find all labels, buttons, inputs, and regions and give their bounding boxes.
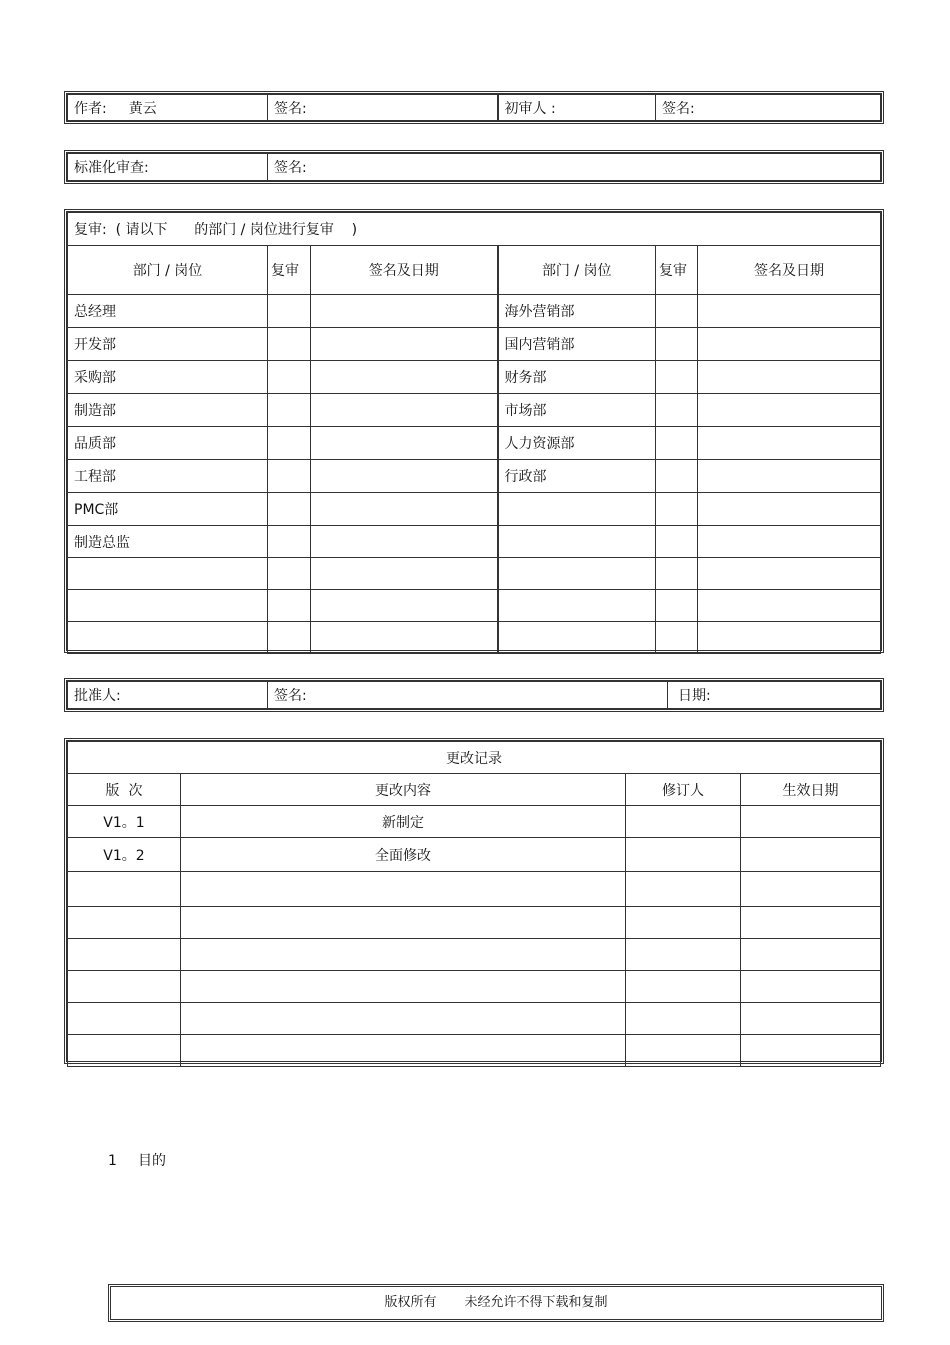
review-signdate-right [698,460,881,493]
review-check-left [268,394,311,427]
review-signdate-left [311,558,498,590]
change-header-content: 更改内容 [181,774,626,806]
change-header-date: 生效日期 [741,774,881,806]
review-check-right [656,558,698,590]
change-date-cell [741,939,881,971]
change-reviser-cell [626,838,741,872]
approver-sign-cell [268,682,668,709]
review-dept-right: 国内营销部 [498,328,656,361]
review-signdate-right [698,328,881,361]
review-signdate-left [311,328,498,361]
change-row [68,971,881,1003]
review-signdate-left [311,526,498,558]
review-signdate-left [311,361,498,394]
approver-sign-label: 签名: [274,688,307,704]
review-header-review-right: 复审 [656,246,698,295]
change-reviser-cell [626,907,741,939]
change-content-cell [181,971,626,1003]
review-dept-right: 行政部 [498,460,656,493]
standardization-sign-label: 签名: [274,160,307,176]
footer-copyright: 版权所有 [384,1295,437,1310]
change-header-version: 版 次 [68,774,181,806]
review-signdate-left [311,460,498,493]
change-date-cell [741,971,881,1003]
author-label: 作者: [74,100,107,117]
section-number: 1 [108,1153,117,1169]
change-date-cell [741,838,881,872]
first-reviewer-label: 初审人 : [504,100,556,117]
author-sign-cell [268,95,498,121]
change-row [68,907,881,939]
section-heading [108,1150,166,1170]
change-row [68,1003,881,1035]
review-signdate-right [698,590,881,622]
change-reviser-cell [626,939,741,971]
change-version-cell: V1。2 [68,838,181,872]
first-reviewer-cell [498,95,656,121]
author-sign-label: 签名: [274,100,307,117]
review-signdate-right [698,427,881,460]
change-row [68,939,881,971]
change-header-reviser: 修订人 [626,774,741,806]
review-signdate-left [311,427,498,460]
review-check-left [268,590,311,622]
review-signdate-right [698,295,881,328]
approval-date-label: 日期: [678,688,711,704]
review-header-signdate-right: 签名及日期 [698,246,881,295]
copyright-footer [108,1284,884,1322]
review-check-right [656,622,698,654]
change-row [68,838,881,872]
section-title: 目的 [138,1153,166,1169]
change-row [68,1035,881,1067]
change-version-cell [68,939,181,971]
approval-box [64,678,884,712]
change-date-cell [741,806,881,838]
standardization-label-cell [68,154,268,181]
review-row [68,493,881,526]
review-dept-left: 采购部 [68,361,268,394]
review-signdate-right [698,394,881,427]
review-dept-left: 品质部 [68,427,268,460]
standardization-sign-cell [268,154,881,181]
change-content-cell [181,1035,626,1067]
review-check-left [268,460,311,493]
review-row [68,526,881,558]
review-row [68,328,881,361]
review-signdate-left [311,394,498,427]
review-check-right [656,590,698,622]
review-dept-right: 海外营销部 [498,295,656,328]
change-content-cell [181,939,626,971]
review-box [64,209,884,653]
review-signdate-left [311,622,498,654]
approver-cell [68,682,268,709]
review-dept-left [68,622,268,654]
change-version-cell [68,907,181,939]
change-reviser-cell [626,806,741,838]
review-signdate-right [698,526,881,558]
review-check-right [656,493,698,526]
change-version-cell [68,872,181,907]
review-header-signdate-left: 签名及日期 [311,246,498,295]
review-dept-right [498,493,656,526]
review-dept-left [68,590,268,622]
approval-date-cell [668,682,881,709]
change-version-cell [68,1003,181,1035]
review-dept-left: 开发部 [68,328,268,361]
change-content-cell: 全面修改 [181,838,626,872]
review-dept-left: 工程部 [68,460,268,493]
review-row [68,295,881,328]
review-check-right [656,328,698,361]
change-reviser-cell [626,971,741,1003]
review-check-left [268,493,311,526]
author-cell [68,95,268,121]
change-version-cell: V1。1 [68,806,181,838]
review-signdate-right [698,622,881,654]
review-signdate-right [698,361,881,394]
change-row [68,872,881,907]
review-header-dept-right: 部门 / 岗位 [498,246,656,295]
first-reviewer-sign-cell [656,95,881,121]
review-signdate-right [698,493,881,526]
footer-notice: 未经允许不得下载和复制 [464,1295,608,1310]
change-date-cell [741,872,881,907]
change-date-cell [741,1003,881,1035]
review-row [68,558,881,590]
review-signdate-left [311,590,498,622]
review-dept-right [498,590,656,622]
change-date-cell [741,1035,881,1067]
change-reviser-cell [626,872,741,907]
review-check-left [268,558,311,590]
change-version-cell [68,971,181,1003]
review-dept-left: 制造总监 [68,526,268,558]
standardization-box [64,150,884,184]
review-check-left [268,427,311,460]
review-check-right [656,361,698,394]
review-dept-right [498,622,656,654]
review-check-right [656,427,698,460]
change-content-cell [181,872,626,907]
review-dept-right: 人力资源部 [498,427,656,460]
review-dept-left: 总经理 [68,295,268,328]
review-row [68,427,881,460]
review-check-right [656,394,698,427]
review-check-right [656,526,698,558]
change-content-cell [181,907,626,939]
review-check-left [268,328,311,361]
review-check-left [268,622,311,654]
review-header-dept-left: 部门 / 岗位 [68,246,268,295]
review-dept-left: 制造部 [68,394,268,427]
change-date-cell [741,907,881,939]
review-title: 复审: ( 请以下 的部门 / 岗位进行复审 ) [68,213,881,246]
review-row [68,622,881,654]
review-row [68,394,881,427]
change-reviser-cell [626,1003,741,1035]
review-dept-right: 财务部 [498,361,656,394]
review-check-right [656,295,698,328]
change-content-cell [181,1003,626,1035]
review-dept-left [68,558,268,590]
review-check-left [268,295,311,328]
change-record-title: 更改记录 [68,742,881,774]
review-signdate-left [311,493,498,526]
change-reviser-cell [626,1035,741,1067]
review-row [68,361,881,394]
review-row [68,590,881,622]
first-reviewer-sign-label: 签名: [662,100,695,117]
review-header-review-left: 复审 [268,246,311,295]
change-row [68,806,881,838]
review-dept-right: 市场部 [498,394,656,427]
standardization-label: 标准化审查: [74,160,149,176]
review-signdate-left [311,295,498,328]
author-box [64,91,884,124]
review-dept-left: PMC部 [68,493,268,526]
review-check-left [268,526,311,558]
review-dept-right [498,558,656,590]
review-check-right [656,460,698,493]
review-signdate-right [698,558,881,590]
author-value: 黄云 [128,100,157,117]
change-record-box [64,738,884,1064]
change-content-cell: 新制定 [181,806,626,838]
review-row [68,460,881,493]
review-dept-right [498,526,656,558]
change-version-cell [68,1035,181,1067]
approver-label: 批准人: [74,688,121,704]
review-check-left [268,361,311,394]
